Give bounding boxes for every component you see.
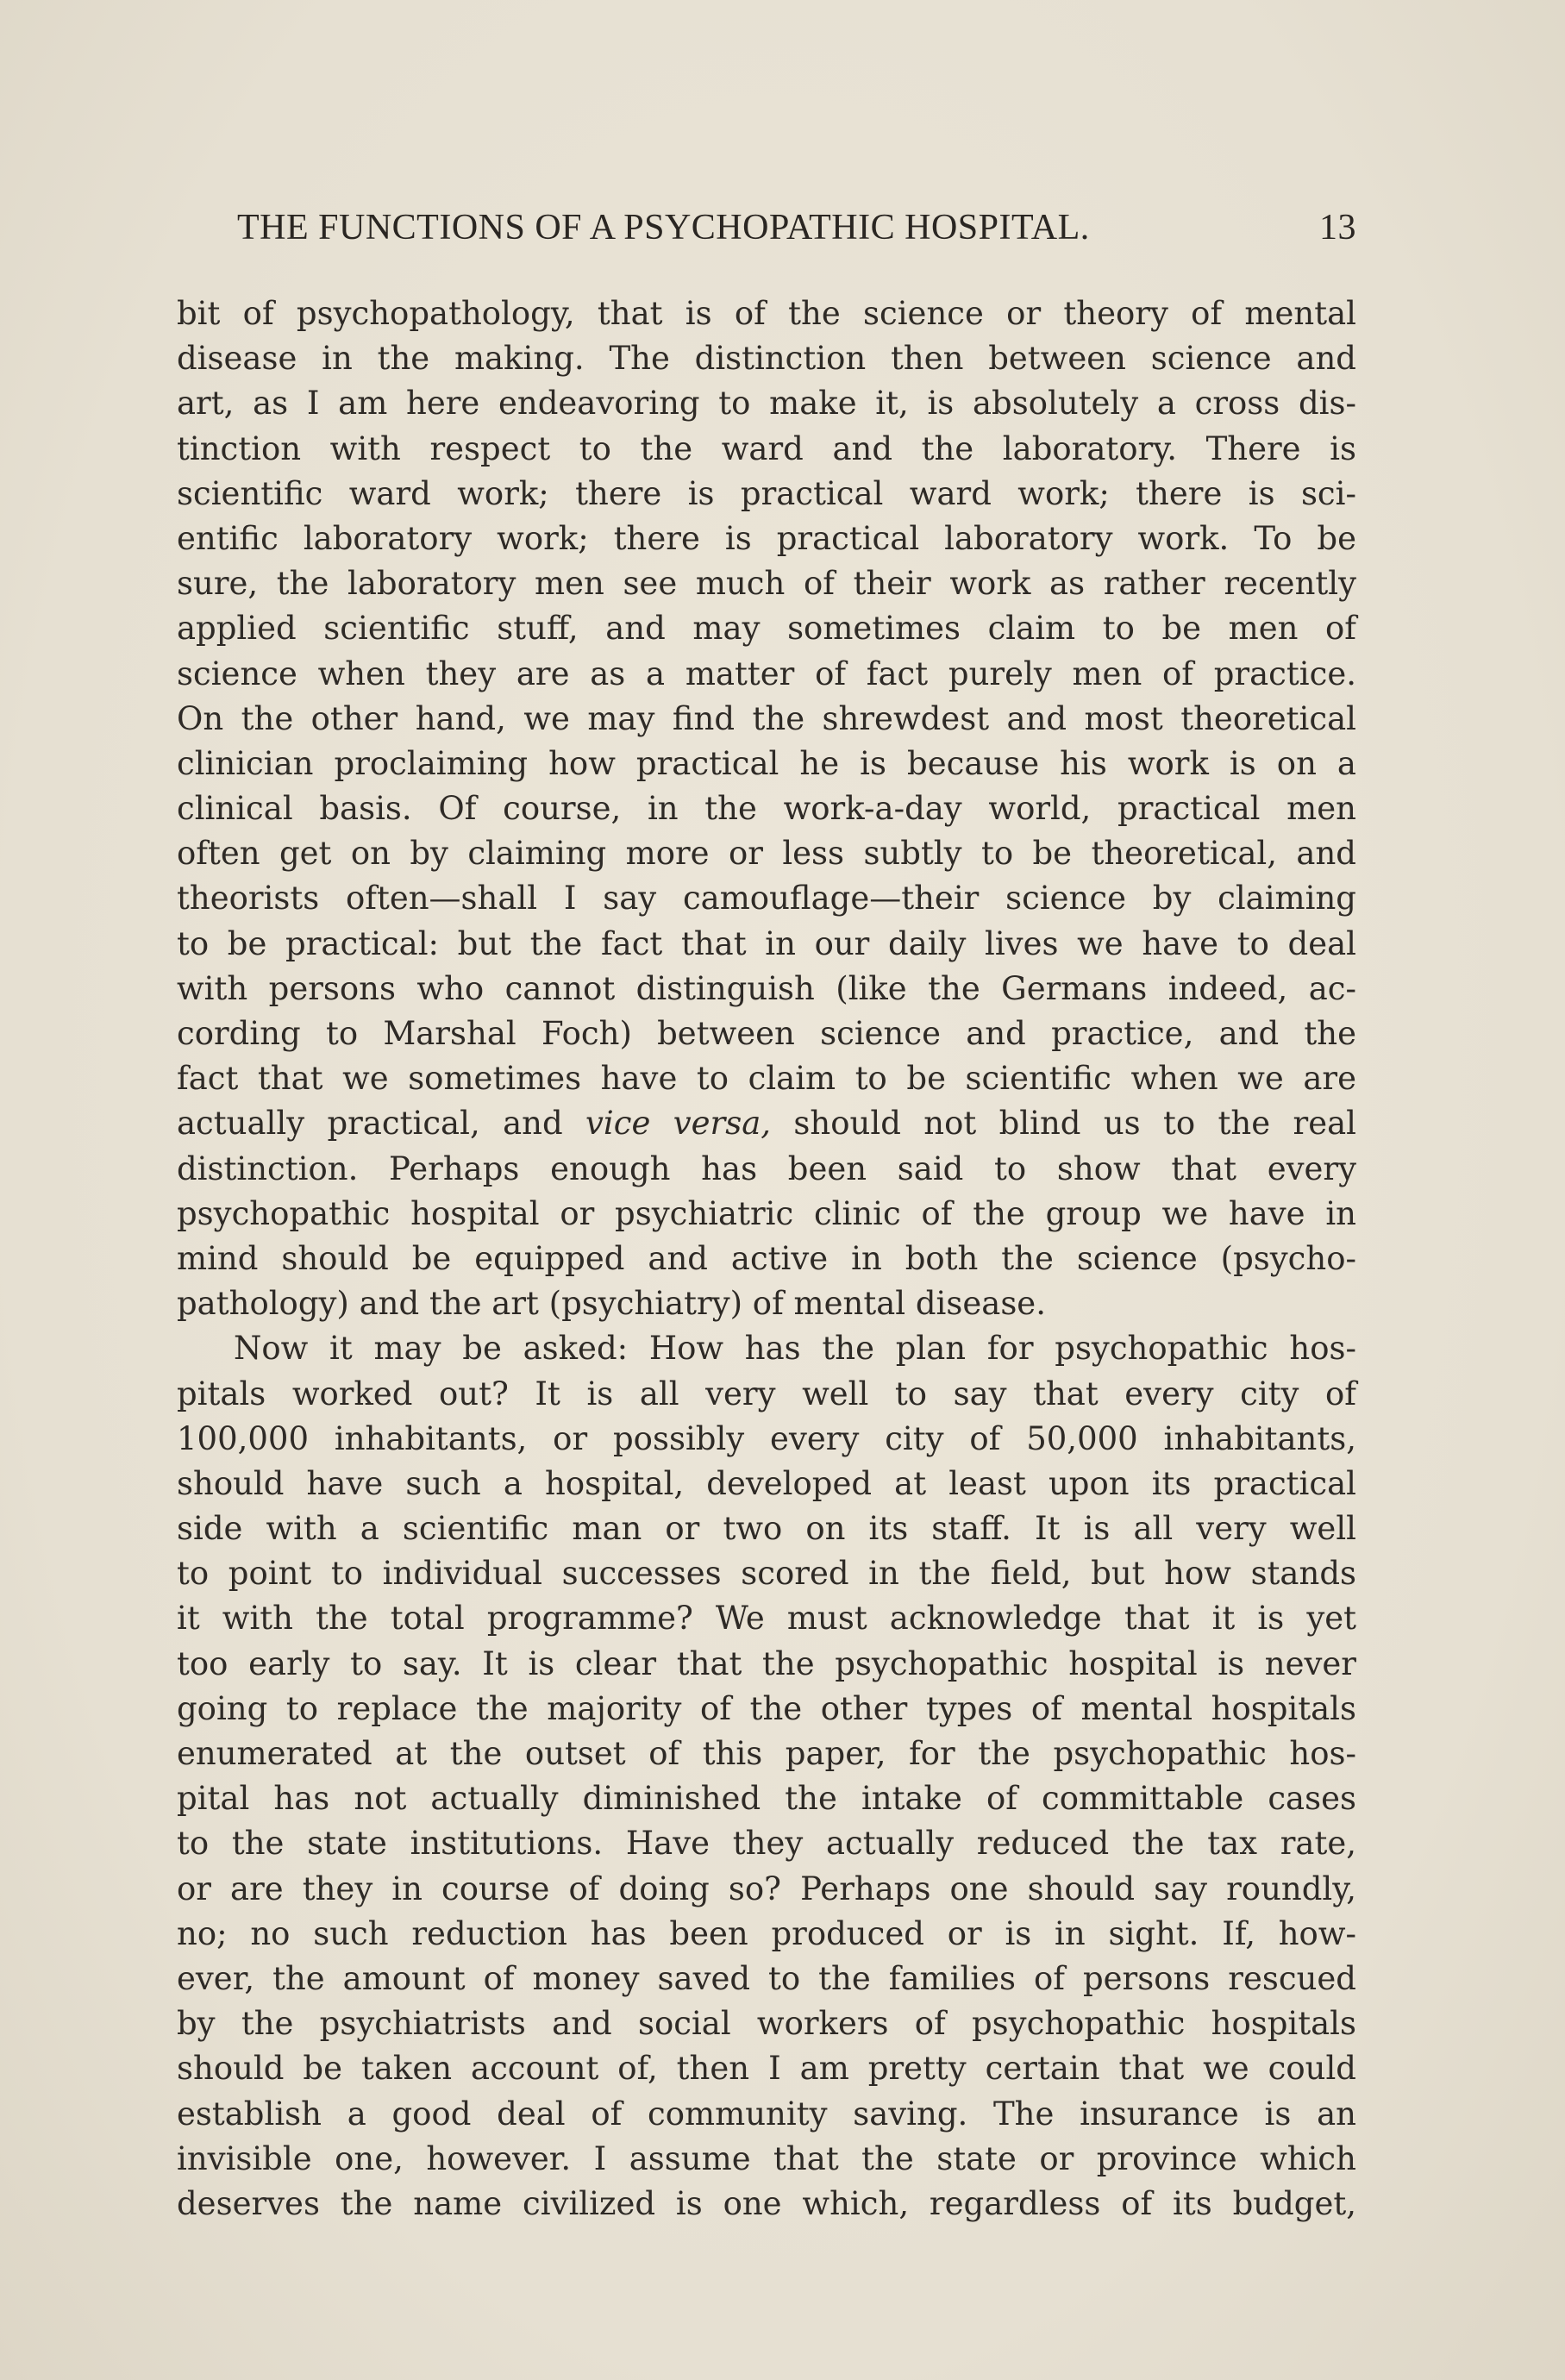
text-line: art, as I am here endeavoring to make it, is absolutely a cross dis-: [177, 385, 1356, 423]
text-line: clinician proclaiming how practical he is because his work is on a: [177, 744, 1356, 782]
running-head-title: THE FUNCTIONS OF A PSYCHOPATHIC HOSPITAL.: [237, 208, 1090, 247]
text-line: with persons who cannot distinguish (like the Germans indeed, ac-: [177, 969, 1356, 1007]
text-line-with-italic: [177, 1101, 1356, 1146]
text-line: often get on by claiming more or less subtly to be theoretical, and: [177, 835, 1356, 873]
text-line: entific laboratory work; there is practical laboratory work. To be: [177, 519, 1356, 557]
text-line: should be taken account of, then I am pretty certain that we could: [177, 2050, 1356, 2088]
text-line: establish a good deal of community saving. The insurance is an: [177, 2095, 1356, 2133]
text-line: no; no such reduction has been produced or is in sight. If, how-: [177, 1914, 1356, 1952]
body-text: [177, 291, 1356, 2227]
text-line: side with a scientific man or two on its staff. It is all very well: [177, 1510, 1356, 1548]
text-line: to be practical: but the fact that in our daily lives we have to deal: [177, 924, 1356, 962]
text-line: psychopathic hospital or psychiatric clinic of the group we have in: [177, 1194, 1356, 1232]
text-line: applied scientific stuff, and may sometimes claim to be men of: [177, 610, 1356, 648]
text-line: disease in the making. The distinction then between science and: [177, 340, 1356, 378]
text-line: theorists often—shall I say camouflage—their science by claiming: [177, 880, 1356, 918]
text-line: sure, the laboratory men see much of their work as rather recently: [177, 565, 1356, 603]
text-line: pital has not actually diminished the intake of committable cases: [177, 1780, 1356, 1818]
text-line: enumerated at the outset of this paper, for the psychopathic hos-: [177, 1735, 1356, 1772]
text-line: to the state institutions. Have they actually reduced the tax rate,: [177, 1825, 1356, 1863]
text-line: or are they in course of doing so? Perhaps one should say roundly,: [177, 1870, 1356, 1907]
text-line: tinction with respect to the ward and the laboratory. There is: [177, 429, 1356, 467]
text-line: bit of psychopathology, that is of the science or theory of mental: [177, 295, 1356, 332]
text-line: 100,000 inhabitants, or possibly every city of 50,000 inhabitants,: [177, 1419, 1356, 1457]
text-line: invisible one, however. I assume that the state or province which: [177, 2139, 1356, 2177]
text-line: fact that we sometimes have to claim to be scientific when we are: [177, 1060, 1356, 1098]
text-line: Now it may be asked: How has the plan for psychopathic hos-: [234, 1330, 1356, 1368]
text-line: cording to Marshal Foch) between science and practice, and the: [177, 1015, 1356, 1052]
line-tail: should not blind us to the real: [771, 1105, 1356, 1143]
paragraph-1: [177, 291, 1356, 1326]
text-line: going to replace the majority of the other types of mental hospitals: [177, 1689, 1356, 1727]
text-line: On the other hand, we may find the shrewdest and most theoretical: [177, 699, 1356, 737]
text-line: science when they are as a matter of fact purely men of practice.: [177, 654, 1356, 692]
text-line: clinical basis. Of course, in the work-a-day world, practical men: [177, 790, 1356, 828]
text-line: too early to say. It is clear that the psychopathic hospital is never: [177, 1644, 1356, 1682]
text-line: pathology) and the art (psychiatry) of mental disease.: [177, 1285, 1046, 1323]
running-head: [177, 207, 1356, 259]
italic-phrase: vice versa,: [585, 1105, 772, 1143]
text-line: deserves the name civilized is one which, regardless of its budget,: [177, 2184, 1356, 2222]
text-line: it with the total programme? We must acknowledge that it is yet: [177, 1600, 1356, 1638]
text-line: pitals worked out? It is all very well to say that every city of: [177, 1375, 1356, 1412]
line-head: actually practical, and: [177, 1105, 586, 1143]
text-line: distinction. Perhaps enough has been said to show that every: [177, 1149, 1356, 1187]
text-line: ever, the amount of money saved to the families of persons rescued: [177, 1959, 1356, 1997]
paragraph-2: [177, 1326, 1356, 2227]
text-line: to point to individual successes scored in the field, but how stands: [177, 1555, 1356, 1593]
text-line: by the psychiatrists and social workers of psychopathic hospitals: [177, 2005, 1356, 2043]
page-number: 13: [1319, 208, 1356, 247]
text-line: mind should be equipped and active in both the science (psycho-: [177, 1239, 1356, 1277]
text-line: scientific ward work; there is practical ward work; there is sci-: [177, 474, 1356, 512]
text-line: should have such a hospital, developed at least upon its practical: [177, 1464, 1356, 1502]
